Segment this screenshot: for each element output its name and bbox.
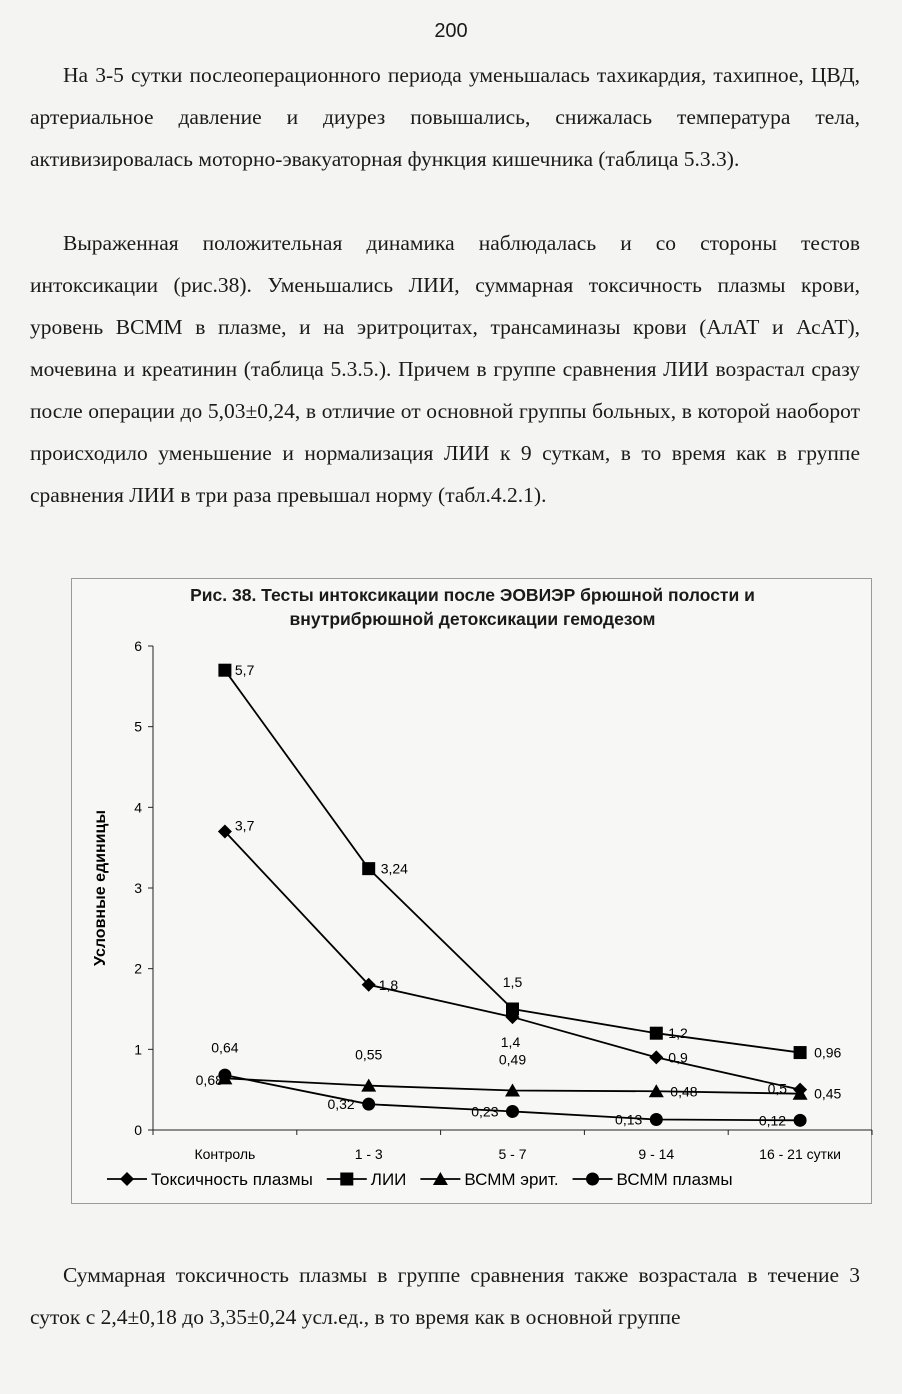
data-point-square [362, 862, 375, 875]
data-label: 0,48 [670, 1083, 698, 1100]
data-label: 0,55 [355, 1046, 383, 1063]
line-chart [72, 579, 873, 1205]
data-point-diamond [649, 1050, 663, 1064]
data-label: 0,45 [814, 1085, 842, 1102]
y-tick-label: 2 [134, 960, 142, 977]
data-label: 0,64 [211, 1039, 239, 1056]
data-label: 0,13 [615, 1111, 643, 1128]
legend-label: ВСММ плазмы [616, 1170, 733, 1189]
paragraph-3: Суммарная токсичность плазмы в группе сравнения также возрастала в течение 3 суток с 2,4±0,18 до 3,35±0,24 усл.ед., в то время как в основной группе [30, 1263, 860, 1329]
legend-marker-square [340, 1173, 353, 1186]
data-point-square [650, 1027, 663, 1040]
data-label: 1,2 [668, 1025, 688, 1042]
y-tick-label: 6 [134, 638, 142, 654]
y-tick-label: 1 [134, 1041, 142, 1058]
legend-label: ВСММ эрит. [464, 1170, 559, 1189]
series-line-square [225, 670, 800, 1052]
data-label: 0,5 [767, 1080, 788, 1097]
data-point-square [218, 664, 231, 677]
data-label: 0,23 [471, 1103, 499, 1120]
data-label: 0,49 [498, 1051, 527, 1068]
x-tick-label: 9 - 14 [638, 1146, 675, 1162]
paragraph-1: На 3-5 сутки послеоперационного периода уменьшалась тахикардия, тахипное, ЦВД, артериальное давление и диурез повышались, снижалась температура тела, активизировалась моторно-эвакуаторная функция кишечника (таблица 5.3.3). [30, 63, 860, 171]
data-label: 3,24 [380, 860, 408, 877]
data-label: 3,7 [234, 817, 255, 834]
figure-38 [71, 578, 872, 1204]
data-point-circle [650, 1113, 663, 1126]
x-tick-label: 1 - 3 [354, 1146, 383, 1162]
x-tick-label: 16 - 21 сутки [759, 1146, 842, 1162]
data-label: 1,5 [502, 974, 523, 990]
x-tick-label: 5 - 7 [498, 1146, 527, 1162]
legend-label: Токсичность плазмы [151, 1170, 313, 1189]
data-label: 0,9 [668, 1049, 688, 1066]
legend-marker-diamond [120, 1172, 134, 1186]
y-tick-label: 5 [134, 718, 142, 735]
data-point-circle [362, 1098, 375, 1111]
chart-title-line-1: Рис. 38. Тесты интоксикации после ЭОВИЭР брюшной полости и [190, 585, 755, 605]
data-label: 0,96 [814, 1044, 842, 1061]
data-label: 1,8 [378, 976, 399, 993]
y-tick-label: 3 [134, 880, 142, 896]
data-label: 0,12 [758, 1112, 787, 1129]
data-point-circle [794, 1114, 807, 1127]
data-label: 5,7 [234, 662, 255, 679]
paragraph-2: Выраженная положительная динамика наблюдалась и со стороны тестов интоксикации (рис.38). Уменьшались ЛИИ, суммарная токсичность плазмы крови, уровень ВСММ в плазме, и на эритроцитах, трансаминазы крови (АлАТ и АсАТ), мочевина и креатинин (таблица 5.3.5.). Причем в группе сравнения ЛИИ возрастал сразу после операции до 5,03±0,24, в отличие от основной группы больных, в которой наоборот происходило уменьшение и нормализация ЛИИ к 9 суткам, в то время как в группе сравнения ЛИИ в три раза превышал норму (табл.4.2.1). [30, 231, 860, 507]
y-axis-label: Условные единицы [92, 810, 109, 966]
data-label: 0,68 [195, 1072, 223, 1089]
x-tick-label: Контроль [194, 1146, 256, 1162]
data-label: 1,4 [500, 1034, 521, 1051]
y-tick-label: 4 [134, 799, 142, 816]
y-tick-label: 0 [134, 1122, 142, 1138]
chart-title-line-2: внутрибрюшной детоксикации гемодезом [289, 609, 656, 629]
legend-label: ЛИИ [370, 1170, 407, 1189]
legend-marker-circle [586, 1173, 599, 1186]
data-point-circle [506, 1105, 519, 1118]
data-point-square [506, 1003, 519, 1016]
data-point-square [794, 1046, 807, 1059]
data-label: 0,32 [327, 1096, 355, 1113]
page-number: 200 [434, 20, 468, 42]
